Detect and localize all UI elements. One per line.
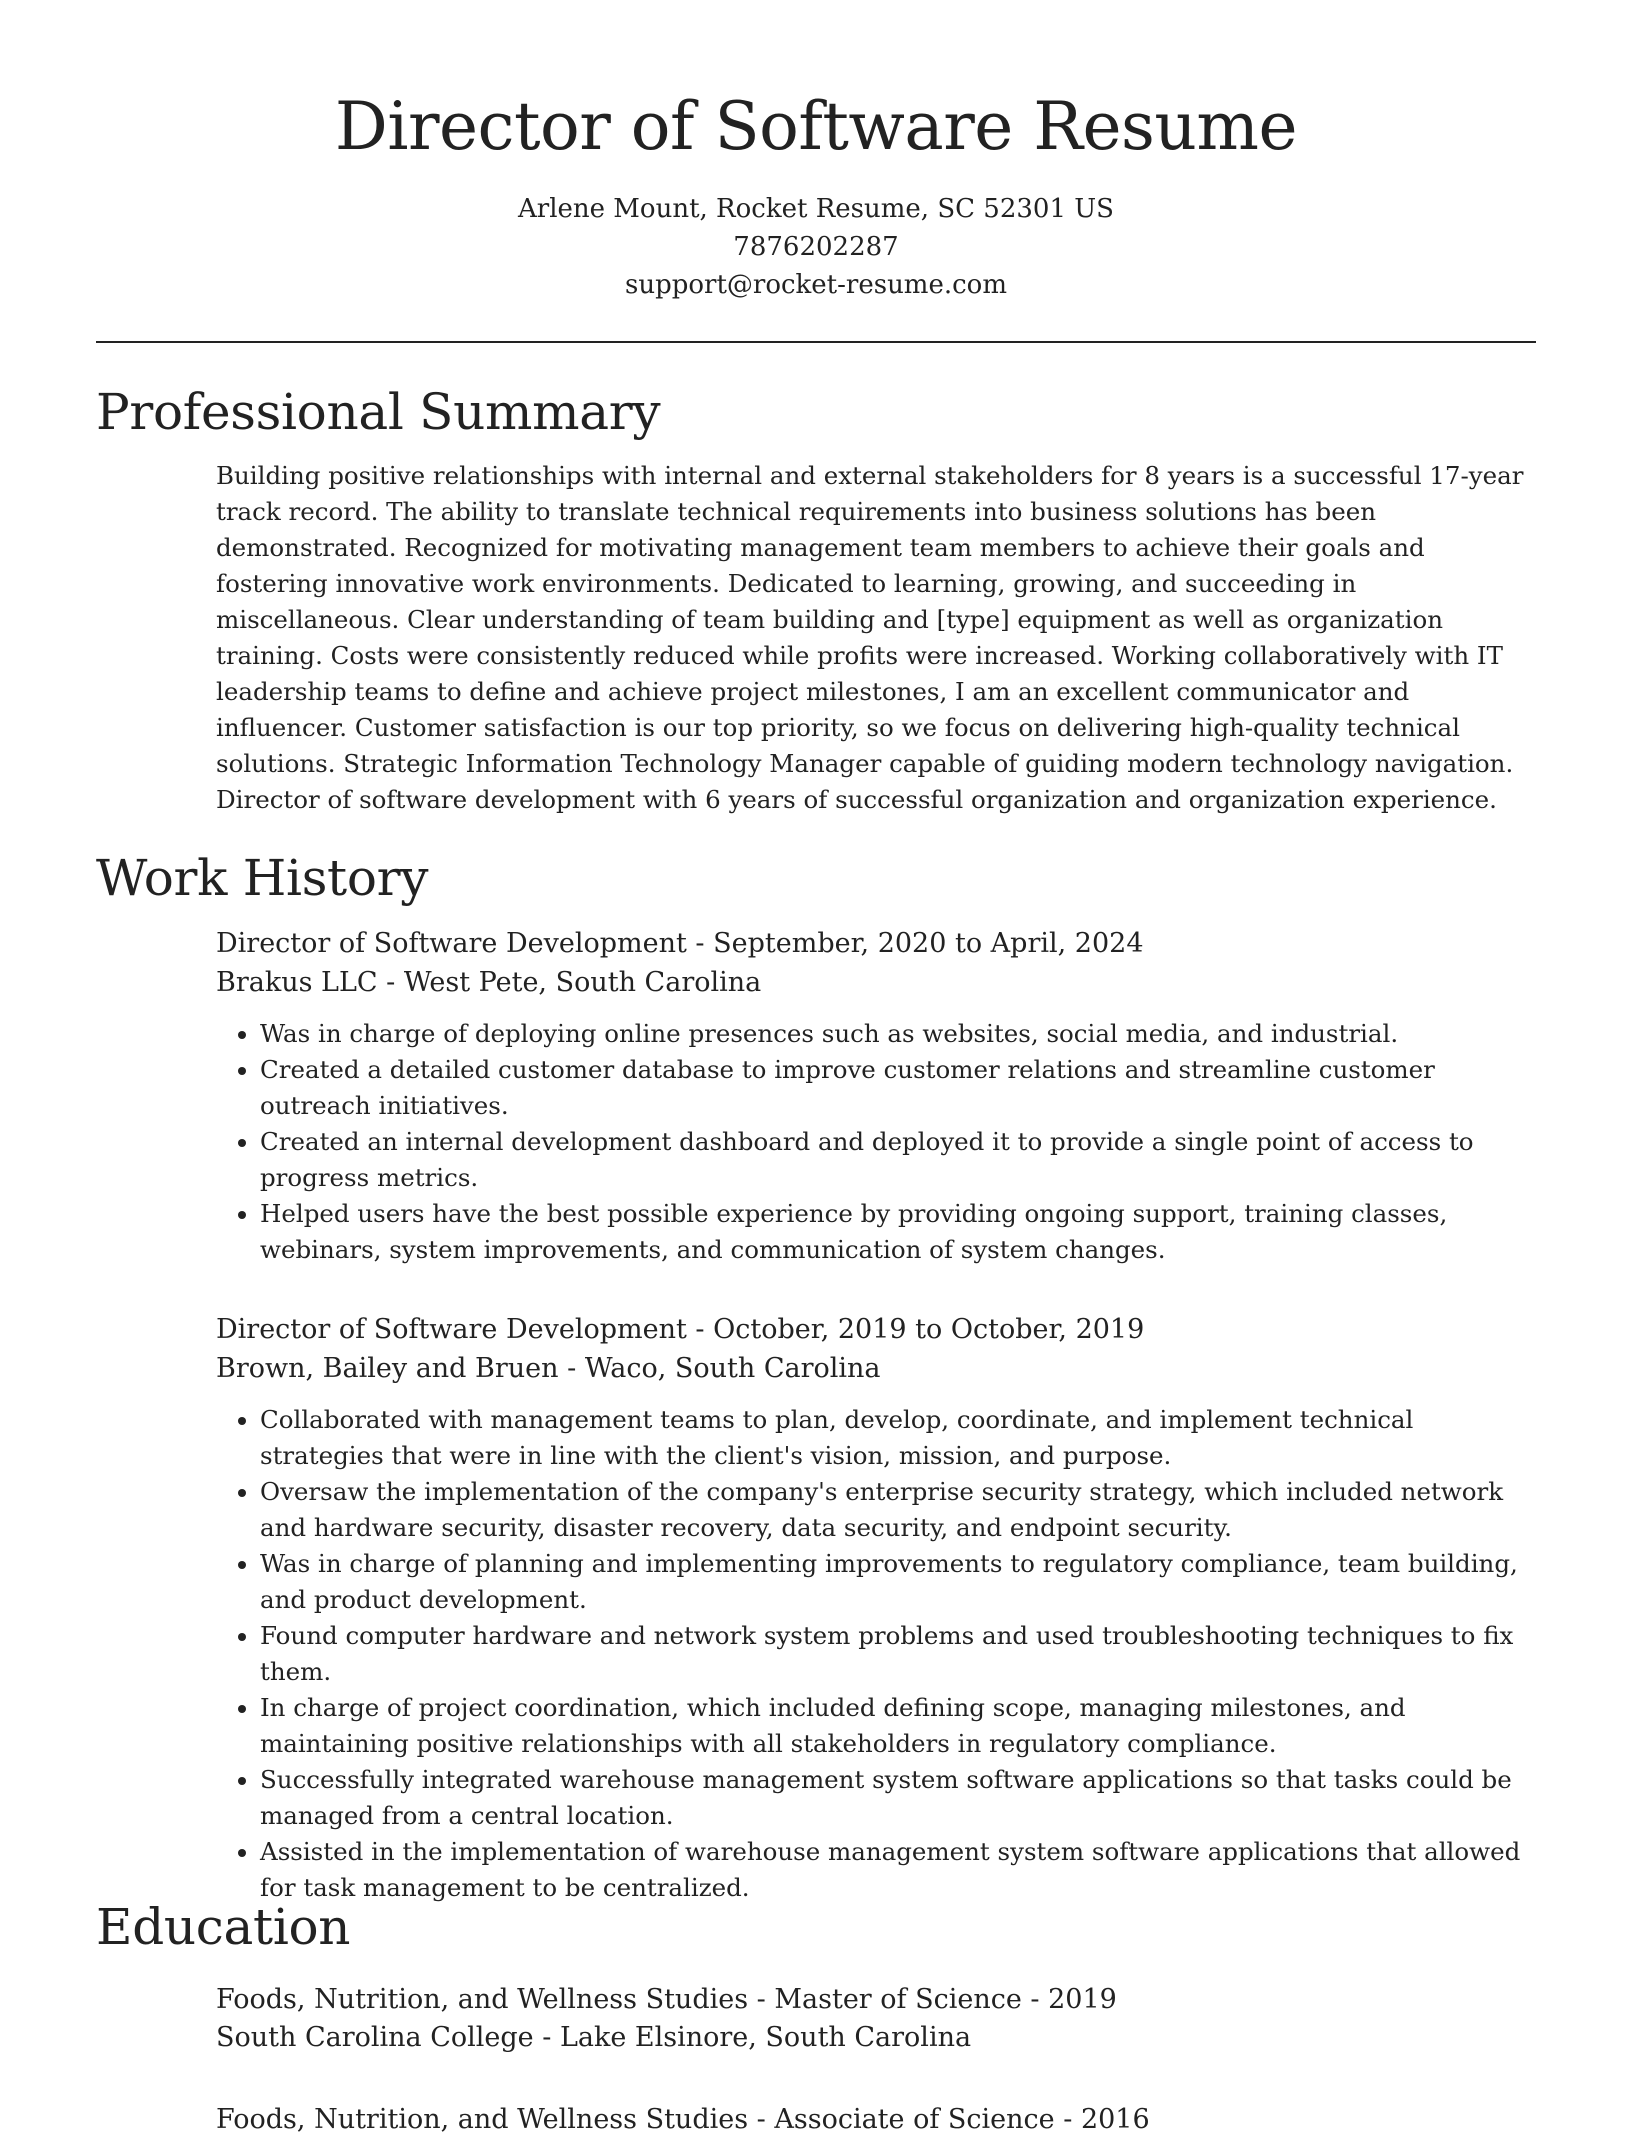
job-company-line xyxy=(216,1349,1536,1388)
job-bullet: • Created an internal development dashboard and deployed it to provide a single point of access to progress metrics. xyxy=(260,1124,1536,1196)
job-dates: - September, 2020 to April, 2024 xyxy=(686,928,1144,959)
contact-phone: 7876202287 xyxy=(733,232,899,262)
education-entry xyxy=(216,1981,1536,2057)
job-bullet: • Helped users have the best possible experience by providing ongoing support, training classes, webinars, system improvements, and communication of system changes. xyxy=(260,1196,1536,1268)
education-heading: Education xyxy=(96,1898,351,1956)
summary-text: Building positive relationships with internal and external stakeholders for 8 years is a successful 17-year track record. The ability to translate technical requirements into business solutions has been demonstrated. Recognized for motivating management team members to achieve their goals and fostering innovative work environments. Dedicated to learning, growing, and succeeding in miscellaneous. Clear understanding of team building and [type] equipment as well as organization training. Costs were consistently reduced while profits were increased. Working collaboratively with IT leadership teams to define and achieve project milestones, I am an excellent communicator and influencer. Customer satisfaction is our top priority, so we focus on delivering high-quality technical solutions. Strategic Information Technology Manager capable of guiding modern technology navigation. Director of software development with 6 years of successful organization and organization experience. xyxy=(216,461,1524,814)
contact-email: support@rocket-resume.com xyxy=(624,270,1007,300)
job-bullet: • Assisted in the implementation of warehouse management system software applications that allowed for task management to be centralized. xyxy=(260,1834,1536,1906)
contact-block xyxy=(0,190,1632,304)
education-section xyxy=(96,1895,1536,2139)
resume-header xyxy=(0,0,1632,304)
contact-address: Arlene Mount, Rocket Resume, SC 52301 US xyxy=(518,194,1114,224)
education-degree: - Master of Science - 2019 xyxy=(748,1984,1117,2015)
education-field: Foods, Nutrition, and Wellness Studies xyxy=(216,2104,749,2135)
job-bullets xyxy=(216,1402,1536,1906)
education-degree: - Associate of Science - 2016 xyxy=(748,2104,1150,2135)
job-company: Brakus LLC xyxy=(216,967,378,998)
job-title-line xyxy=(216,924,1536,963)
work-history-section xyxy=(96,846,1536,1906)
summary-section xyxy=(96,380,1536,818)
job-bullet: • In charge of project coordination, which included defining scope, managing milestones, and maintaining positive relationships with all stakeholders in regulatory compliance. xyxy=(260,1690,1536,1762)
job-bullet: • Successfully integrated warehouse management system software applications so that tasks could be managed from a central location. xyxy=(260,1762,1536,1834)
job-bullet: • Created a detailed customer database to improve customer relations and streamline customer outreach initiatives. xyxy=(260,1052,1536,1124)
job-bullets xyxy=(216,1016,1536,1268)
job-location: - Waco, South Carolina xyxy=(558,1353,881,1384)
education-location: - Lake Elsinore, South Carolina xyxy=(533,2022,972,2053)
header-divider xyxy=(96,341,1536,343)
job-dates: - October, 2019 to October, 2019 xyxy=(686,1314,1145,1345)
education-entry xyxy=(216,2101,1536,2139)
education-field: Foods, Nutrition, and Wellness Studies xyxy=(216,1984,749,2015)
job-title: Director of Software Development xyxy=(216,1314,687,1345)
job-bullet: • Oversaw the implementation of the company's enterprise security strategy, which included network and hardware security, disaster recovery, data security, and endpoint security. xyxy=(260,1474,1536,1546)
job-title: Director of Software Development xyxy=(216,928,687,959)
summary-heading: Professional Summary xyxy=(96,383,661,441)
education-school-line xyxy=(216,2019,1536,2057)
job-company: Brown, Bailey and Bruen xyxy=(216,1353,559,1384)
job-company-line xyxy=(216,963,1536,1002)
education-degree-line xyxy=(216,2101,1536,2139)
job-bullet: • Collaborated with management teams to plan, develop, coordinate, and implement technical strategies that were in line with the client's vision, mission, and purpose. xyxy=(260,1402,1536,1474)
education-degree-line xyxy=(216,1981,1536,2019)
job-bullet: • Found computer hardware and network system problems and used troubleshooting techniques to fix them. xyxy=(260,1618,1536,1690)
job-bullet: • Was in charge of planning and implementing improvements to regulatory compliance, team building, and product development. xyxy=(260,1546,1536,1618)
education-school: South Carolina College xyxy=(216,2022,534,2053)
job-entry xyxy=(216,924,1536,1268)
resume-title: Director of Software Resume xyxy=(334,88,1298,165)
job-title-line xyxy=(216,1310,1536,1349)
job-entry xyxy=(216,1310,1536,1906)
job-bullet: • Was in charge of deploying online presences such as websites, social media, and industrial. xyxy=(260,1016,1536,1052)
work-history-heading: Work History xyxy=(96,849,429,907)
job-location: - West Pete, South Carolina xyxy=(377,967,762,998)
